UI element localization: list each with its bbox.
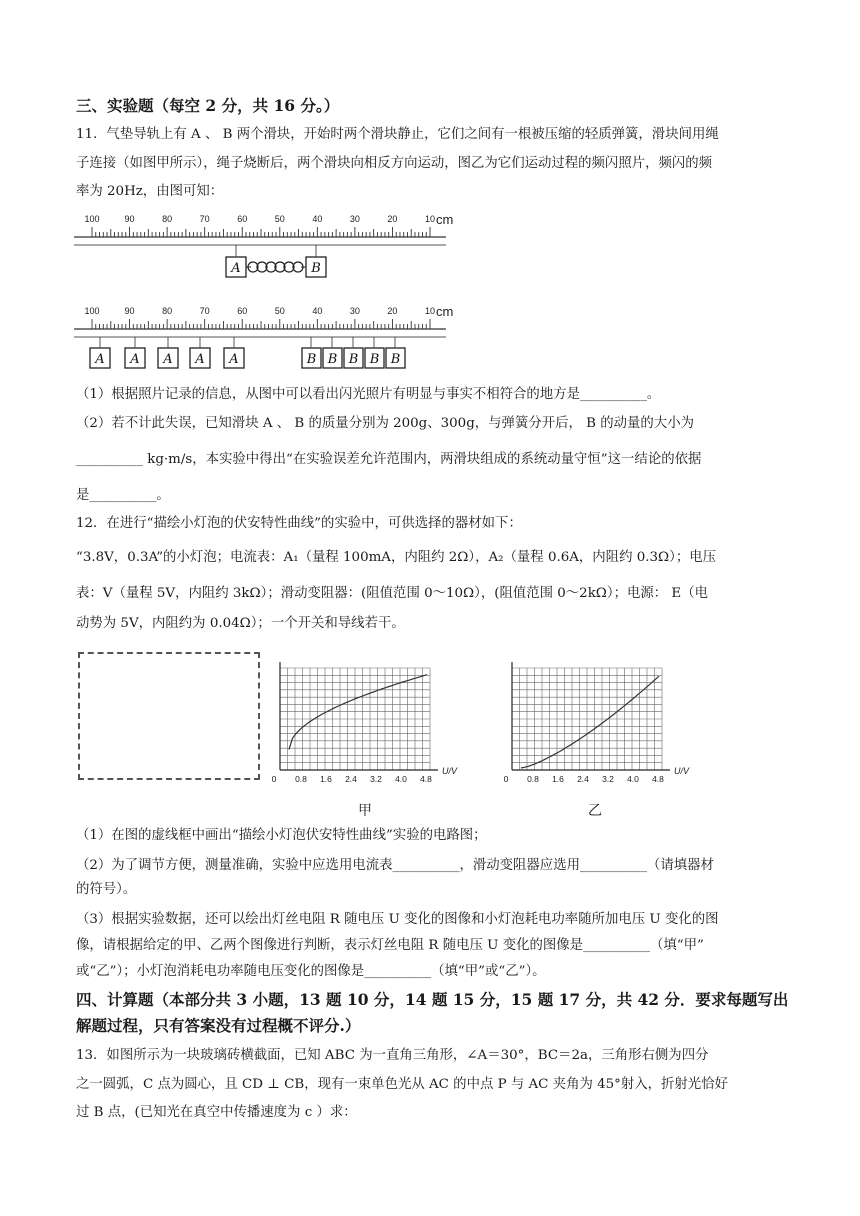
slider-block-label: B bbox=[348, 352, 359, 367]
q12-sub-line-6: 或“乙”）；小灯泡消耗电功率随电压变化的图像是__________（填“甲”或“乙”）。 bbox=[76, 964, 546, 979]
slider-block-label: B bbox=[327, 352, 338, 367]
ruler-tick-label: 80 bbox=[162, 214, 173, 224]
x-tick-label: 4.8 bbox=[652, 774, 664, 784]
ruler-unit-label: cm bbox=[436, 304, 454, 319]
ruler-tick-label: 90 bbox=[124, 214, 135, 224]
slider-block-label: B bbox=[306, 352, 317, 367]
q13-line-3: 过 B 点，(已知光在真空中传播速度为 c ）求： bbox=[76, 1105, 357, 1120]
circuit-dashed-box bbox=[78, 652, 260, 780]
q12-line-3: 表：V（量程 5V，内阻约 3kΩ）；滑动变阻器：(阻值范围 0～10Ω），(阻值范围 0～2kΩ）；电源： E（电 bbox=[76, 586, 708, 601]
q12-line-4: 动势为 5V，内阻约为 0.04Ω）；一个开关和导线若干。 bbox=[76, 616, 405, 631]
slider-block-label: A bbox=[130, 352, 140, 367]
ruler-tick-label: 80 bbox=[162, 306, 173, 316]
slider-block-label: B bbox=[390, 352, 401, 367]
ruler-unit-label: cm bbox=[436, 212, 454, 227]
q11-sub1: （1）根据照片记录的信息，从图中可以看出闪光照片有明显与事实不相符合的地方是__________。 bbox=[76, 387, 661, 402]
x-tick-label: 1.6 bbox=[552, 774, 564, 784]
slider-block-label: A bbox=[229, 352, 239, 367]
spring-coil bbox=[248, 262, 303, 272]
ruler-tick-label: 60 bbox=[237, 214, 248, 224]
ruler-tick-label: 60 bbox=[237, 306, 248, 316]
x-tick-label: 4.8 bbox=[420, 774, 432, 784]
q13-line-1: 13．如图所示为一块玻璃砖横截面，已知 ABC 为一直角三角形，∠A＝30°，BC＝2a，三角形右侧为四分 bbox=[76, 1048, 709, 1063]
ruler-tick-label: 70 bbox=[199, 306, 210, 316]
ruler-tick-label: 50 bbox=[274, 214, 285, 224]
x-tick-label: 0.8 bbox=[295, 774, 307, 784]
q12-sub-line-1: （1）在图的虚线框中画出“描绘小灯泡伏安特性曲线”实验的电路图； bbox=[76, 828, 487, 843]
x-tick-label: 2.4 bbox=[577, 774, 589, 784]
q11-sub2-line-1: （2）若不计此失误，已知滑块 A 、 B 的质量分别为 200g、300g，与弹簧分开后， B 的动量的大小为 bbox=[76, 416, 694, 431]
slider-block-label: B bbox=[369, 352, 380, 367]
ruler-tick-label: 30 bbox=[349, 306, 360, 316]
q12-sub-line-5: 像，请根据给定的甲、乙两个图像进行判断，表示灯丝电阻 R 随电压 U 变化的图像是__________（填“甲” bbox=[76, 938, 704, 953]
section-4-heading-line-1: 四、计算题（本部分共 3 小题，13 题 10 分，14 题 15 分，15 题 17 分，共 42 分．要求每题写出 bbox=[76, 990, 789, 1009]
slider-block-label: B bbox=[311, 261, 321, 276]
graph-yi bbox=[500, 652, 700, 788]
ruler-tick-label: 50 bbox=[274, 306, 285, 316]
q11-line-3: 率为 20Hz，由图可知： bbox=[76, 184, 224, 199]
air-track-ruler-figure bbox=[70, 210, 454, 375]
x-tick-label: 0 bbox=[271, 774, 277, 784]
slider-block-label: A bbox=[195, 352, 205, 367]
q12-line-1: 12．在进行“描绘小灯泡的伏安特性曲线”的实验中，可供选择的器材如下： bbox=[76, 516, 522, 531]
caption-jia: 甲 bbox=[358, 803, 372, 819]
x-tick-label: 0.8 bbox=[527, 774, 539, 784]
ruler-tick-label: 100 bbox=[84, 214, 100, 224]
q11-sub2-line-2: __________ kg·m/s，本实验中得出“在实验误差允许范围内，两滑块组成的系统动量守恒”这一结论的依据 bbox=[76, 452, 702, 467]
ruler-tick-label: 10 bbox=[424, 214, 436, 224]
x-axis-label: U/V bbox=[442, 766, 458, 776]
ruler-tick-label: 40 bbox=[312, 306, 323, 316]
x-tick-label: 3.2 bbox=[602, 774, 614, 784]
x-axis-label: U/V bbox=[674, 766, 690, 776]
ruler-tick-label: 100 bbox=[84, 306, 100, 316]
x-tick-label: 4.0 bbox=[395, 774, 407, 784]
section-4-heading-line-2: 解题过程，只有答案没有过程概不评分.） bbox=[76, 1016, 361, 1035]
ruler-tick-label: 20 bbox=[387, 306, 398, 316]
x-tick-label: 1.6 bbox=[320, 774, 332, 784]
x-tick-label: 2.4 bbox=[345, 774, 357, 784]
q11-sub2-line-3: 是__________。 bbox=[76, 488, 170, 503]
ruler-tick-label: 10 bbox=[424, 306, 436, 316]
ruler-tick-label: 40 bbox=[312, 214, 323, 224]
x-tick-label: 0 bbox=[503, 774, 509, 784]
slider-block-label: A bbox=[231, 261, 241, 276]
q12-sub-line-2: （2）为了调节方便，测量准确，实验中应选用电流表__________，滑动变阻器应选用__________（请填器材 bbox=[76, 858, 714, 873]
ruler-tick-label: 70 bbox=[199, 214, 210, 224]
q12-line-2: “3.8V，0.3A”的小灯泡；电流表：A₁（量程 100mA，内阻约 2Ω），A₂（量程 0.6A，内阻约 0.3Ω）；电压 bbox=[76, 550, 716, 565]
q12-sub-line-4: （3）根据实验数据，还可以绘出灯丝电阻 R 随电压 U 变化的图像和小灯泡耗电功率随所加电压 U 变化的图 bbox=[76, 912, 719, 927]
slider-block-label: A bbox=[163, 352, 173, 367]
q11-line-1: 11．气垫导轨上有 A 、 B 两个滑块，开始时两个滑块静止，它们之间有一根被压缩的轻质弹簧，滑块间用绳 bbox=[76, 127, 719, 142]
slider-block-label: A bbox=[95, 352, 105, 367]
section-3-heading: 三、实验题（每空 2 分，共 16 分。） bbox=[76, 96, 340, 115]
graph-jia bbox=[268, 652, 468, 788]
q12-sub-line-3: 的符号）。 bbox=[76, 882, 137, 897]
x-tick-label: 3.2 bbox=[370, 774, 382, 784]
ruler-tick-label: 90 bbox=[124, 306, 135, 316]
q13-line-2: 之一圆弧，C 点为圆心，且 CD ⊥ CB，现有一束单色光从 AC 的中点 P 与 AC 夹角为 45°射入，折射光恰好 bbox=[76, 1077, 728, 1092]
x-tick-label: 4.0 bbox=[627, 774, 639, 784]
ruler-tick-label: 30 bbox=[349, 214, 360, 224]
ruler-tick-label: 20 bbox=[387, 214, 398, 224]
q11-line-2: 子连接（如图甲所示），绳子烧断后，两个滑块向相反方向运动，图乙为它们运动过程的频闪照片，频闪的频 bbox=[76, 156, 713, 171]
caption-yi: 乙 bbox=[588, 803, 602, 819]
